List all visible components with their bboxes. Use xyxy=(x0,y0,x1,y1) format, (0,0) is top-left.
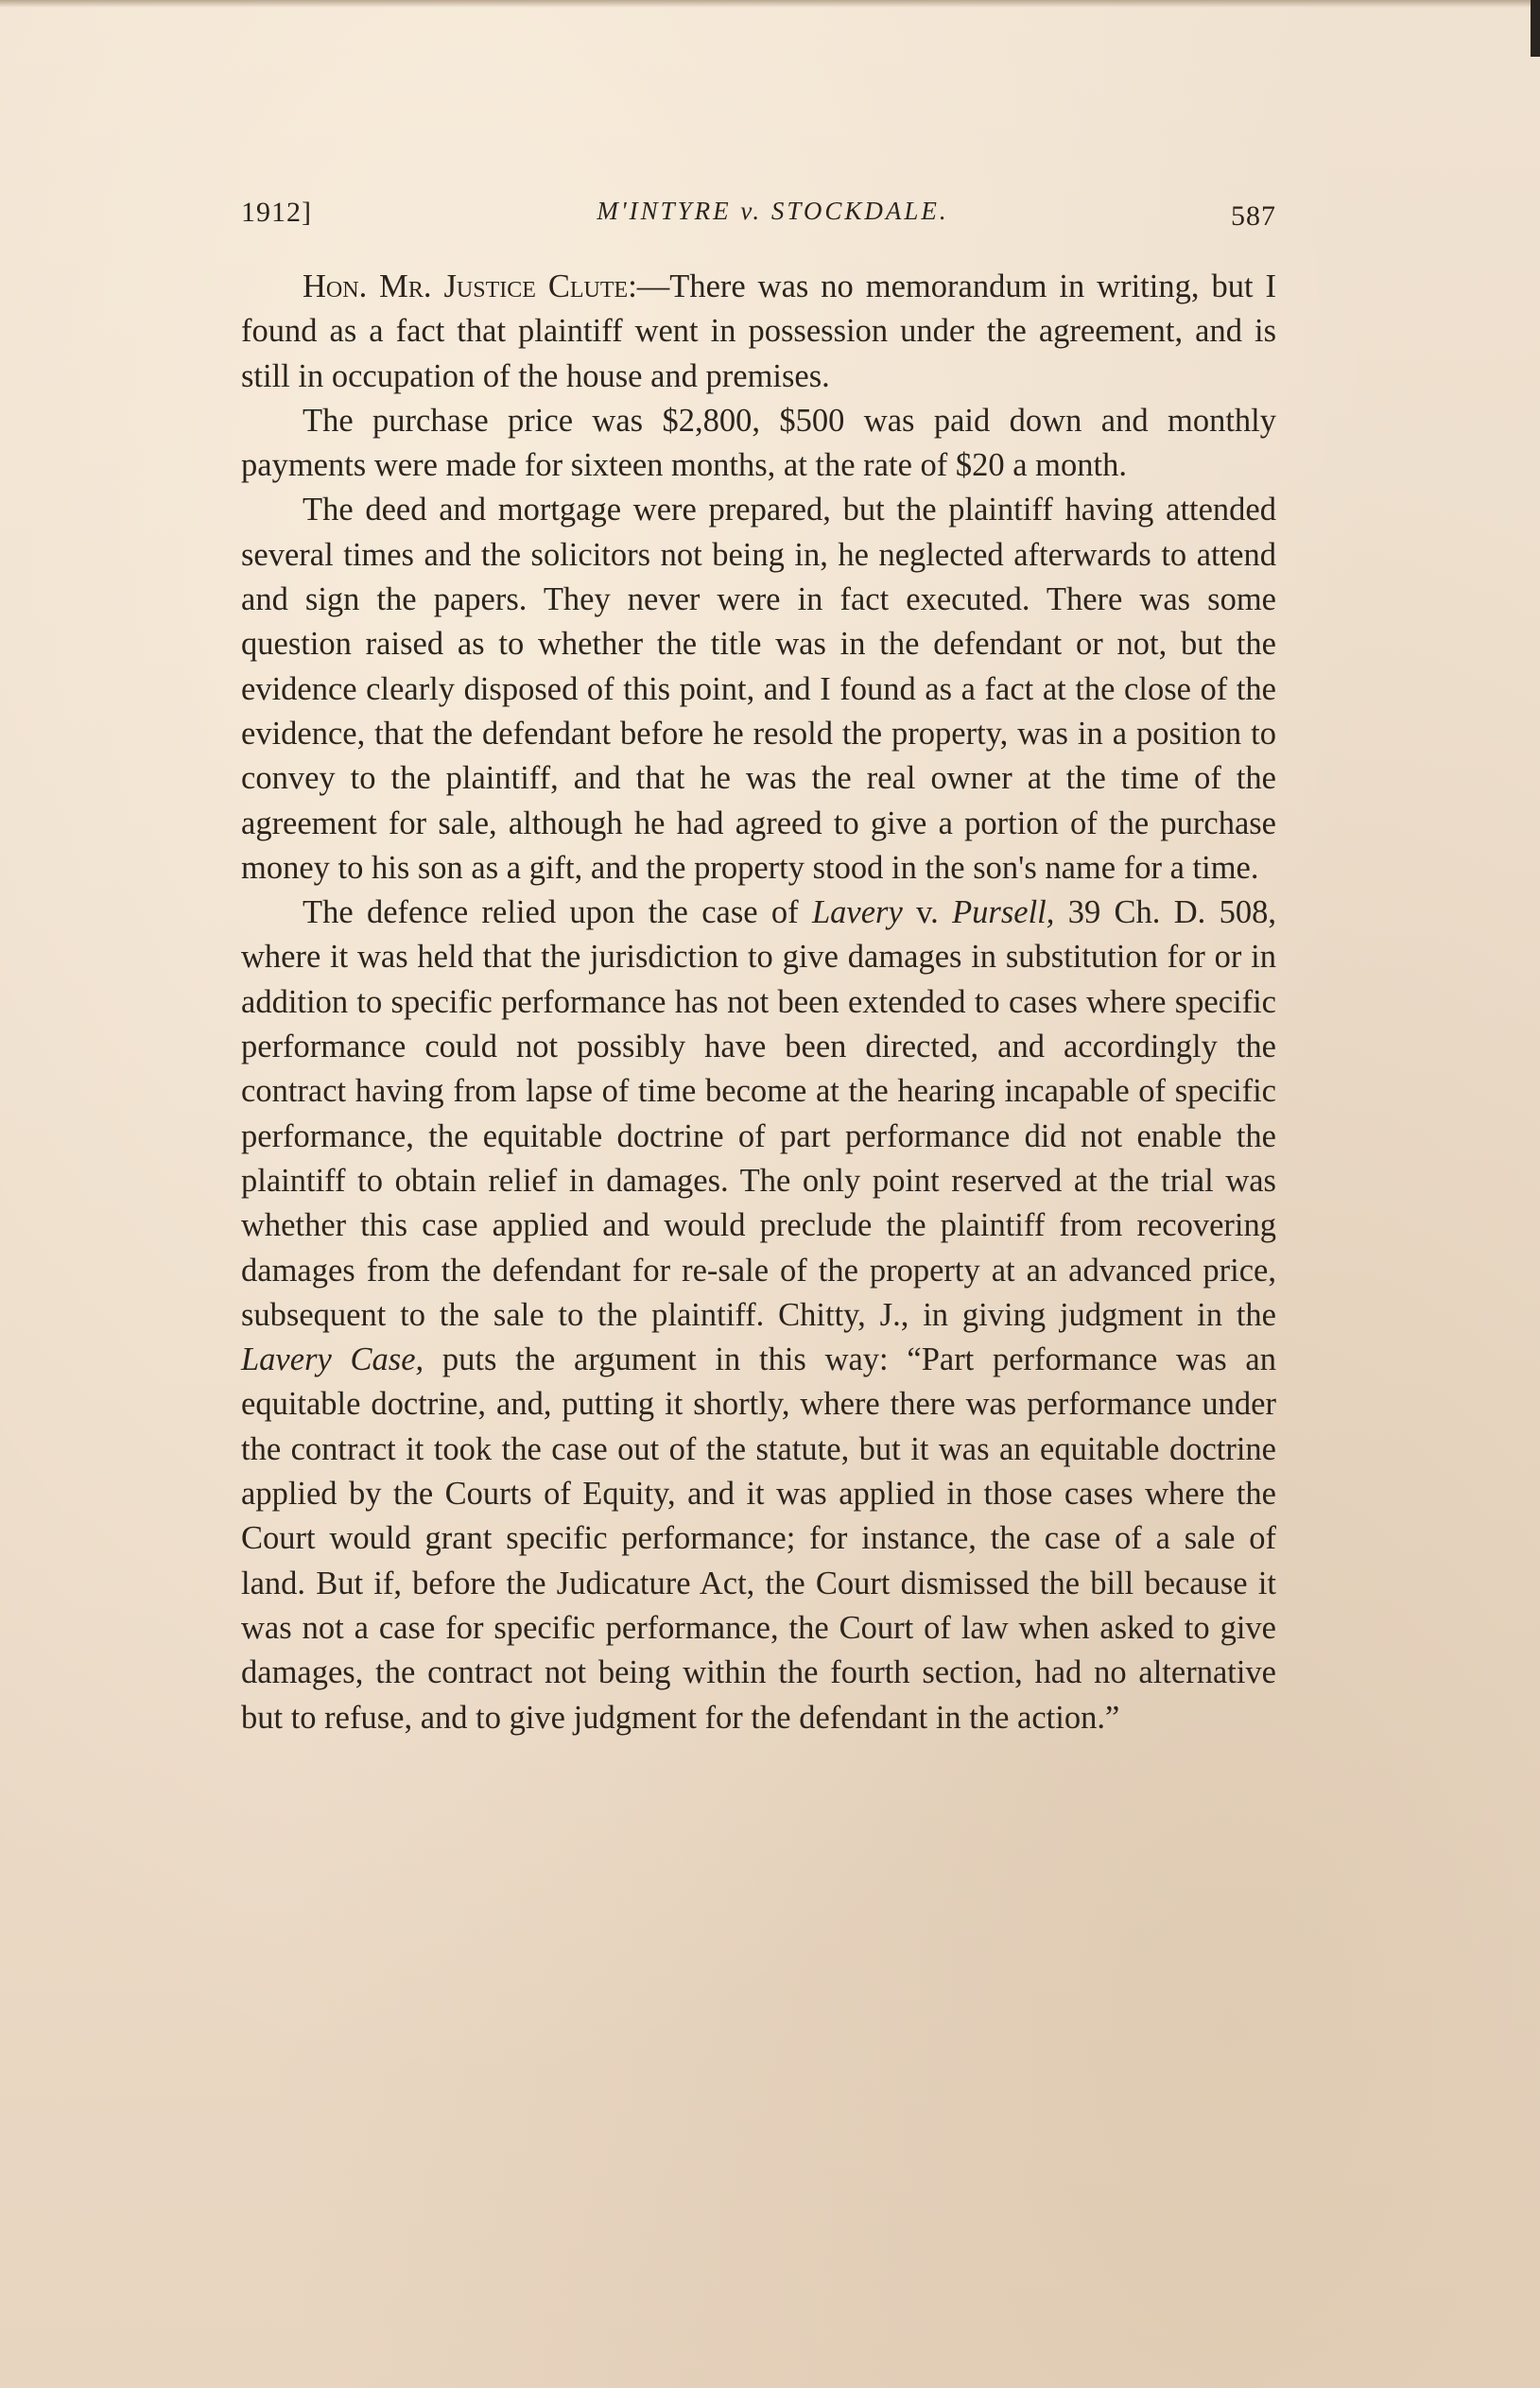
running-header xyxy=(241,197,1276,234)
case-citation-lavery: Lavery xyxy=(811,894,903,931)
header-case-title: M'INTYRE v. STOCKDALE. xyxy=(597,197,949,225)
paragraph-2: The purchase price was $2,800, $500 was paid down and monthly payments were made for sixteen months, at the rate of $20 a month. xyxy=(241,402,1276,484)
paragraph-4: The defence relied upon the case of Lavery v. Pursell, 39 Ch. D. 508, where it was held that the jurisdiction to give damages in substitution for or in addition to specific performance has not been extended to cases where specific performance could not possibly have been directed, and accordingly the contract having from lapse of time become at the hearing incapable of specific performance, the equitable doctrine of part performance did not enable the plaintiff to obtain relief in damages. The only point reserved at the trial was whether this case applied and would preclude the plaintiff from recovering damages from the defendant for re-sale of the property at an advanced price, subsequent to the sale to the plaintiff. Chitty, J., in giving judgment in the Lavery Case, puts the argument in this way: “Part performance was an equitable doctrine, and, putting it shortly, where there was performance under the contract it took the case out of the statute, but it was an equitable doctrine applied by the Courts of Equity, and it was applied in those cases where the Court would grant specific performance; for instance, the case of a sale of land. But if, before the Judicature Act, the Court dismissed the bill because it was not a case for specific performance, the Court of law when asked to give damages, the contract not being within the fourth section, had no alternative but to refuse, and to give judgment for the defendant in the action.” xyxy=(241,894,1276,1736)
paragraph-1 xyxy=(241,265,1276,399)
header-year: 1912] xyxy=(241,197,312,228)
page-body xyxy=(241,265,1276,1740)
paragraph-1-text: :—There was no memorandum in writing, but I found as a fact that plaintiff went in possession under the agreement, and is still in occupation of the house and premises. xyxy=(241,268,1276,394)
case-citation-lavery-case: Lavery Case, xyxy=(241,1341,424,1378)
page-number: 587 xyxy=(1231,200,1276,232)
page-corner-shadow xyxy=(1531,0,1540,57)
paragraph-3: The deed and mortgage were prepared, but the plaintiff having attended several times and the solicitors not being in, he neglected afterwards to attend and sign the papers. They never were in fact executed. There was some question raised as to whether the title was in the defendant or not, but the evidence clearly disposed of this point, and I found as a fact at the close of the evidence, that the defendant before he resold the property, was in a position to convey to the plaintiff, and that he was the real owner at the time of the agreement for sale, although he had agreed to give a portion of the purchase money to his son as a gift, and the property stood in the son's name for a time. xyxy=(241,492,1276,886)
case-citation-pursell: Pursell, xyxy=(952,894,1055,931)
judge-name: Hon. Mr. Justice Clute xyxy=(303,268,629,304)
page-top-edge xyxy=(0,0,1540,8)
